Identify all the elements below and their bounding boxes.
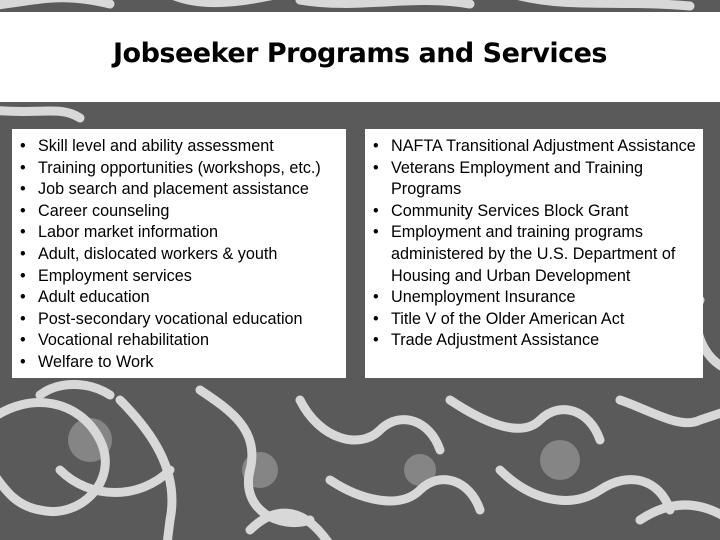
- list-item: • Post-secondary vocational education: [18, 309, 358, 331]
- list-item: • Title V of the Older American Act: [371, 309, 701, 331]
- right-bullet-list: [371, 136, 701, 352]
- list-item: • Vocational rehabilitation: [18, 330, 358, 352]
- list-item: • Training opportunities (workshops, etc.): [18, 158, 358, 180]
- list-item: • Labor market information: [18, 222, 358, 244]
- list-item: • Adult education: [18, 287, 358, 309]
- list-item: • Adult, dislocated workers & youth: [18, 244, 358, 266]
- list-item: • Welfare to Work: [18, 352, 358, 374]
- slide-title: Jobseeker Programs and Services: [113, 38, 607, 69]
- list-item: • Community Services Block Grant: [371, 201, 701, 223]
- list-item: • NAFTA Transitional Adjustment Assistance: [371, 136, 701, 158]
- list-item: • Veterans Employment and Training Programs: [371, 158, 701, 201]
- left-bullet-list: [18, 136, 358, 374]
- list-item: • Employment and training programs administered by the U.S. Department of Housing and Urban Development: [371, 222, 701, 287]
- list-item: • Employment services: [18, 266, 358, 288]
- list-item: • Career counseling: [18, 201, 358, 223]
- list-item: • Trade Adjustment Assistance: [371, 330, 701, 352]
- list-item: • Unemployment Insurance: [371, 287, 701, 309]
- list-item: • Skill level and ability assessment: [18, 136, 358, 158]
- list-item: • Job search and placement assistance: [18, 179, 358, 201]
